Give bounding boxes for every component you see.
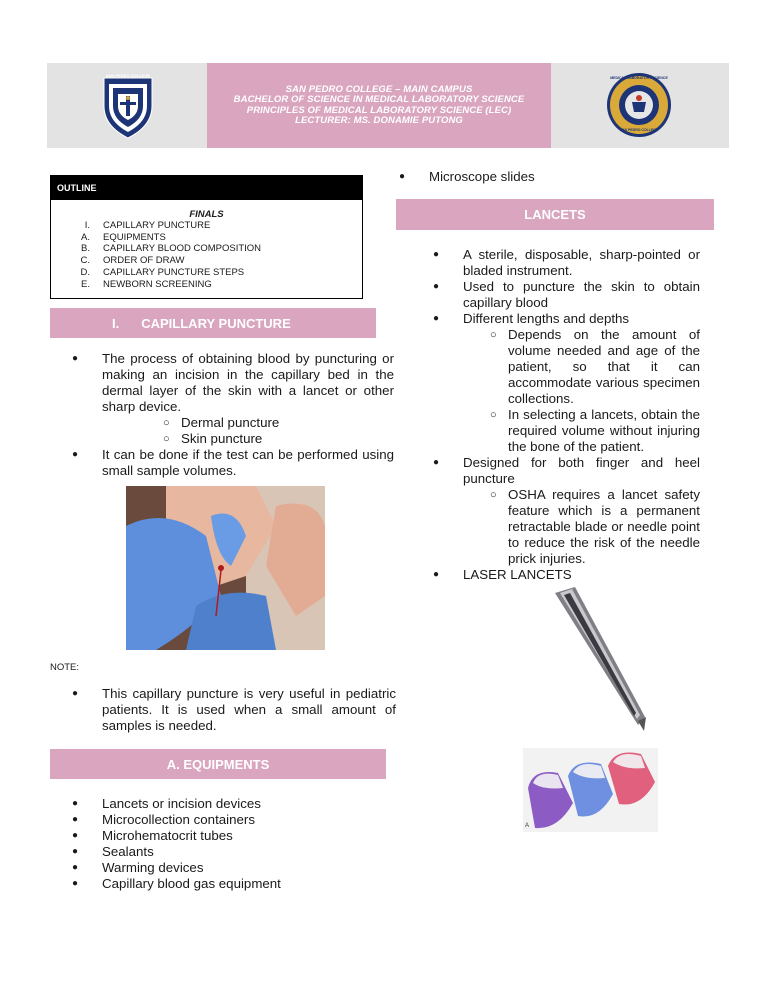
- equipments-list: [102, 796, 392, 892]
- note-content: [102, 686, 396, 734]
- lancets-content: [463, 247, 700, 583]
- bullet-item: ● The process of obtaining blood by puncturing or making an incision in the capillary bed in the dermal layer of the skin with a lancet or other sharp device.: [102, 351, 394, 415]
- bullet-item: ● Designed for both finger and heel puncture: [463, 455, 700, 487]
- right-logo-text-bottom: SAN PEDRO COLLEGE: [619, 128, 659, 132]
- bullet-item: ● Microhematocrit tubes: [102, 828, 392, 844]
- header-line-4: LECTURER: MS. DONAMIE PUTONG: [295, 115, 463, 126]
- outline-item: I. CAPILLARY PUNCTURE: [84, 220, 211, 231]
- capillary-content: [102, 351, 394, 479]
- right-logo-text-top: MEDICAL LABORATORY SCIENCE: [610, 76, 668, 80]
- capillary-puncture-photo: [126, 486, 325, 650]
- outline-item: E. NEWBORN SCREENING: [81, 278, 212, 290]
- header-line-1: SAN PEDRO COLLEGE – MAIN CAMPUS: [285, 83, 473, 95]
- header-line-2: BACHELOR OF SCIENCE IN MEDICAL LABORATORY SCIENCE: [233, 94, 525, 105]
- section-equipments-header: [50, 749, 386, 779]
- bullet-item: ● Used to puncture the skin to obtain capillary blood: [463, 279, 700, 311]
- header-title-box: [207, 63, 551, 148]
- bullet-item: ● Microcollection containers: [102, 812, 392, 828]
- sub-bullet-item: ○ Skin puncture: [181, 431, 394, 447]
- bullet-item: ● A sterile, disposable, sharp-pointed or bladed instrument.: [463, 247, 700, 279]
- note-label: NOTE:: [50, 662, 80, 673]
- section-lancets-header: [396, 199, 714, 230]
- outline-item: C. ORDER OF DRAW: [80, 255, 185, 267]
- image-caption: A: [525, 823, 530, 829]
- safety-lancets-photo: [523, 748, 658, 832]
- outline-list: [69, 220, 261, 290]
- outline-box: [50, 175, 363, 299]
- section-capillary-puncture-header: [50, 308, 376, 338]
- bullet-item: ● Warming devices: [102, 860, 392, 876]
- outline-finals: FINALS: [189, 209, 224, 220]
- outline-title: OUTLINE: [51, 176, 362, 200]
- outline-item: A. EQUIPMENTS: [81, 231, 166, 243]
- bullet-item: ● LASER LANCETS: [463, 567, 700, 583]
- section-number: I.: [112, 315, 120, 331]
- outline-item: D. CAPILLARY PUNCTURE STEPS: [80, 266, 245, 278]
- section-title: CAPILLARY PUNCTURE: [141, 315, 291, 331]
- left-logo-text: SAN PEDRO COLLEGE: [105, 73, 151, 78]
- bullet-item: ● Lancets or incision devices: [102, 796, 392, 812]
- bullet-item: ● It can be done if the test can be performed using small sample volumes.: [102, 447, 394, 479]
- header-line-3: PRINCIPLES OF MEDICAL LABORATORY SCIENCE (LEC): [246, 104, 512, 116]
- bullet-item: ● Different lengths and depths: [463, 311, 700, 327]
- bullet-item: ● Microscope slides: [429, 169, 709, 185]
- sub-bullet-item: ○ Dermal puncture: [181, 415, 394, 431]
- section-title: A. EQUIPMENTS: [166, 756, 270, 772]
- equipments-continued: [429, 169, 709, 185]
- laser-lancet-photo: [540, 585, 660, 735]
- sub-bullet-item: ○ Depends on the amount of volume needed and age of the patient, so that it can accommodate various specimen collections.: [508, 327, 700, 407]
- sub-bullet-item: ○ OSHA requires a lancet safety feature which is a permanent retractable blade or needle point to reduce the risk of the needle prick injuries.: [508, 487, 700, 567]
- bullet-item: ● This capillary puncture is very useful in pediatric patients. It is used when a small amount of samples is needed.: [102, 686, 396, 734]
- bullet-item: ● Sealants: [102, 844, 392, 860]
- section-title: LANCETS: [524, 207, 586, 222]
- left-logo: [100, 72, 156, 140]
- outline-item: B. CAPILLARY BLOOD COMPOSITION: [81, 243, 262, 255]
- sub-bullet-item: ○ In selecting a lancets, obtain the required volume without injuring the bone of the patient.: [508, 407, 700, 455]
- bullet-item: ● Capillary blood gas equipment: [102, 876, 392, 892]
